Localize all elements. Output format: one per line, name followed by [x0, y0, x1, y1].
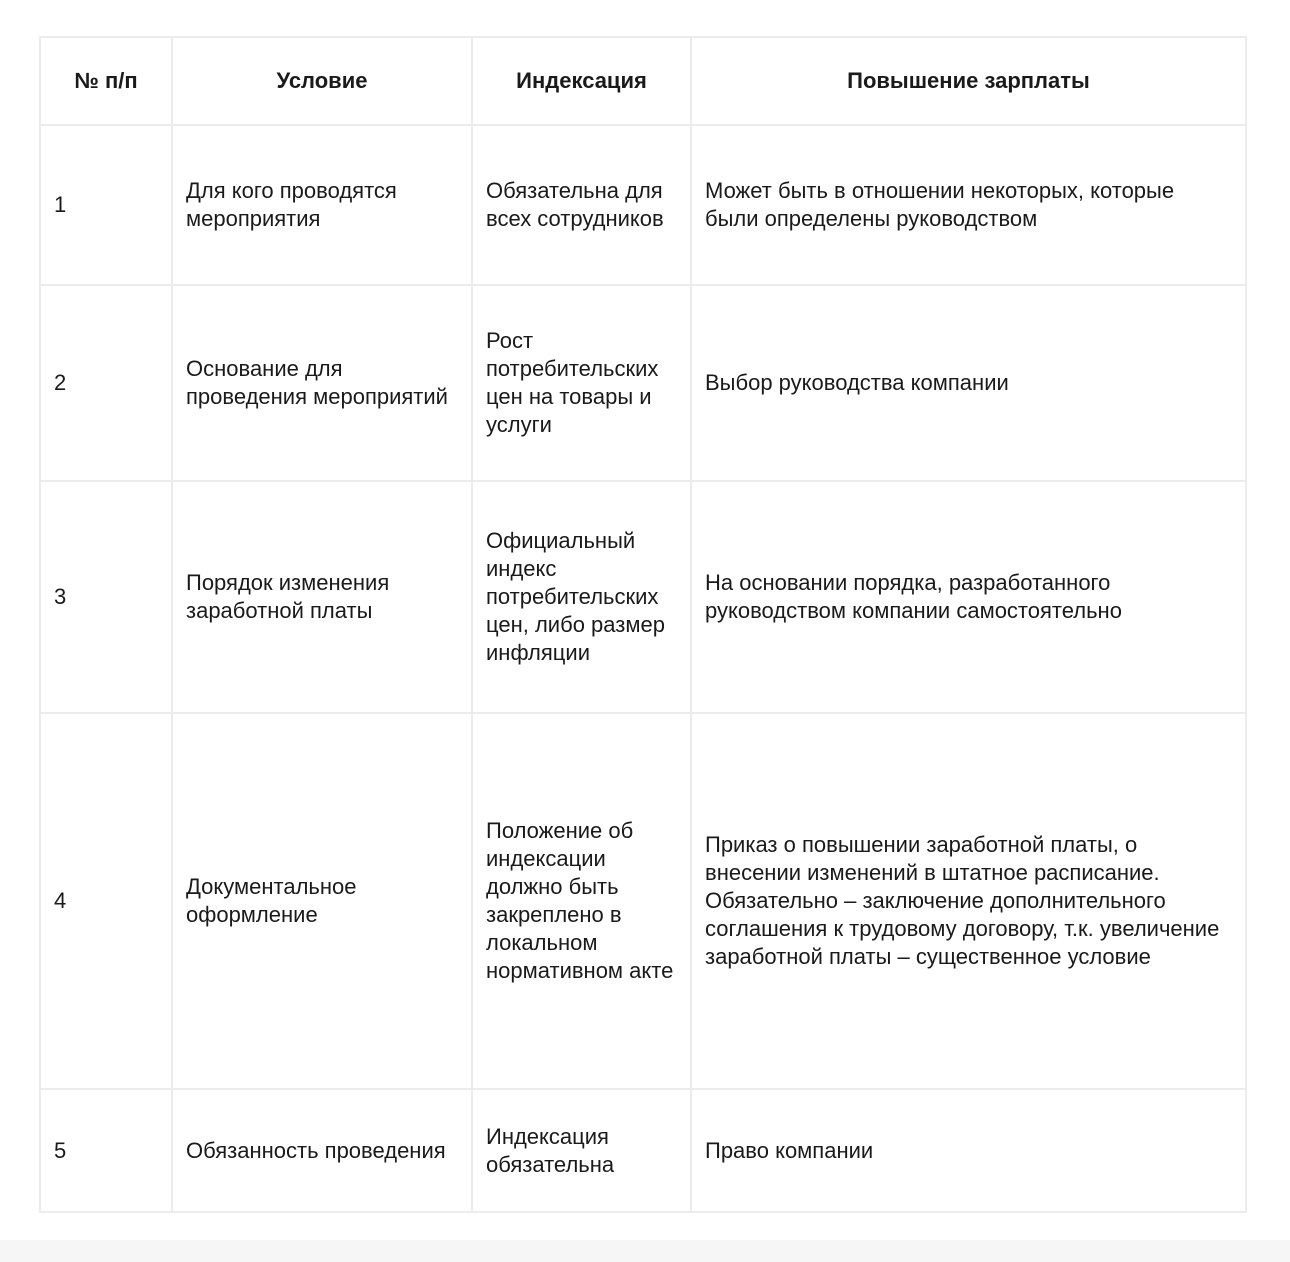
condition-cell: Порядок изменения заработной платы [172, 481, 472, 713]
condition-cell: Основание для проведения мероприятий [172, 285, 472, 481]
raise-cell: Выбор руководства компании [691, 285, 1246, 481]
page-bottom-band [0, 1240, 1290, 1262]
header-row [40, 37, 1246, 125]
raise-cell: На основании порядка, разработанного руководством компании самостоятельно [691, 481, 1246, 713]
table-row [40, 481, 1246, 713]
row-number: 5 [40, 1089, 172, 1212]
indexation-cell: Обязательна для всех сотрудников [472, 125, 691, 285]
indexation-cell: Индексация обязательна [472, 1089, 691, 1212]
indexation-cell: Рост потребительских цен на товары и услуги [472, 285, 691, 481]
row-number: 2 [40, 285, 172, 481]
condition-cell: Документальное оформление [172, 713, 472, 1089]
table-row [40, 285, 1246, 481]
row-number: 3 [40, 481, 172, 713]
indexation-cell: Официальный индекс потребительских цен, либо размер инфляции [472, 481, 691, 713]
header-condition: Условие [172, 37, 472, 125]
condition-cell: Обязанность проведения [172, 1089, 472, 1212]
raise-cell: Приказ о повышении заработной платы, о внесении изменений в штатное расписание. Обязательно – заключение дополнительного соглашения к трудовому договору, т.к. увеличение заработной платы – существенное условие [691, 713, 1246, 1089]
row-number: 4 [40, 713, 172, 1089]
indexation-cell: Положение об индексации должно быть закреплено в локальном нормативном акте [472, 713, 691, 1089]
raise-cell: Право компании [691, 1089, 1246, 1212]
comparison-table [39, 36, 1247, 1213]
header-num: № п/п [40, 37, 172, 125]
table-row [40, 713, 1246, 1089]
condition-cell: Для кого проводятся мероприятия [172, 125, 472, 285]
table-row [40, 1089, 1246, 1212]
header-indexation: Индексация [472, 37, 691, 125]
table-row [40, 125, 1246, 285]
row-number: 1 [40, 125, 172, 285]
header-salary-raise: Повышение зарплаты [691, 37, 1246, 125]
raise-cell: Может быть в отношении некоторых, которые были определены руководством [691, 125, 1246, 285]
